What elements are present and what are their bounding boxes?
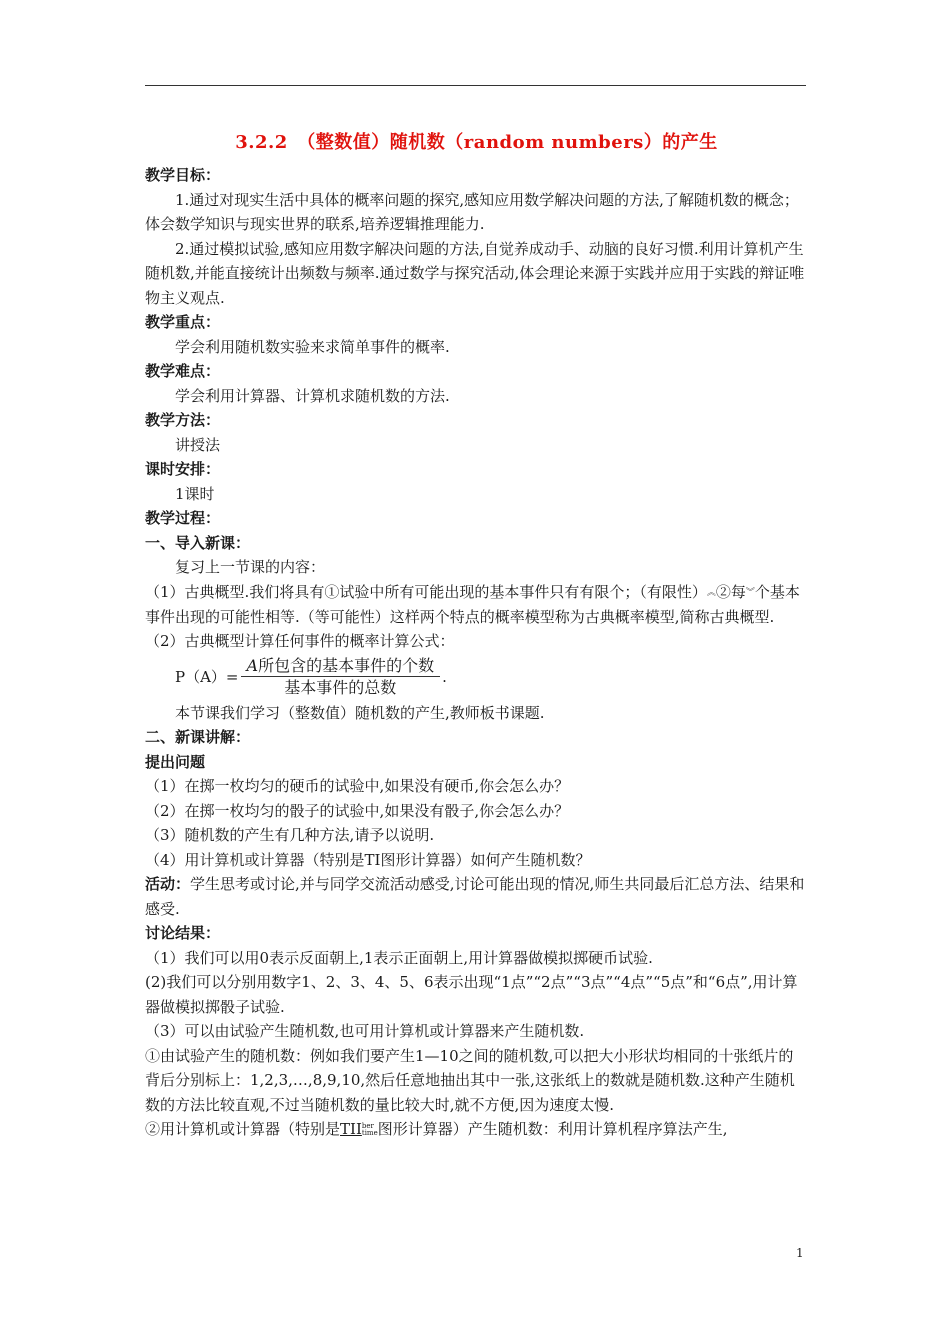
activity-text: 学生思考或讨论,并与同学交流活动感受,讨论可能出现的情况,师生共同最后汇总方法、结果和感受. <box>145 875 805 918</box>
results-heading: 讨论结果： <box>145 924 221 943</box>
question-4: （4）用计算机或计算器（特别是TI图形计算器）如何产生随机数？ <box>145 850 591 869</box>
difficulty-text: 学会利用计算器、计算机求随机数的方法. <box>175 386 450 405</box>
goals-paragraph-1: 1.通过对现实生活中具体的概率问题的探究,感知应用数学解决问题的方法,了解随机数的概念；体会数学知识与现实世界的联系,培养逻辑推理能力. <box>145 190 799 233</box>
goals-paragraph-2: 2.通过模拟试验,感知应用数字解决问题的方法,自觉养成动手、动脑的良好习惯.利用计算机产生随机数,并能直接统计出频数与频率.通过数学与探究活动,体会理论来源于实践并应用于实践的辩证唯物主义观点. <box>145 239 805 307</box>
goals-heading: 教学目标： <box>145 166 221 184</box>
result-3: （3）可以由试验产生随机数,也可用计算机或计算器来产生随机数. <box>145 1022 585 1041</box>
questions-heading: 提出问题 <box>145 752 206 771</box>
formula-fraction <box>241 656 441 698</box>
result-5-part-b: 图形计算器）产生随机数：利用计算机程序算法产生, <box>377 1120 728 1139</box>
formula-numerator-variable: A <box>246 655 259 675</box>
new-lesson-heading: 二、新课讲解： <box>145 728 251 747</box>
document-title: 3.2.2 （整数值）随机数（random numbers）的产生 <box>235 132 718 153</box>
ti-mark-sup: ber <box>361 1122 374 1131</box>
method-heading: 教学方法： <box>145 411 221 429</box>
intro-heading: 一、导入新课： <box>145 533 251 552</box>
intro-summary: 本节课我们学习（整数值）随机数的产生,教师板书课题. <box>175 703 545 722</box>
result-2: (2)我们可以分别用数字1、2、3、4、5、6表示出现“1点”“2点”“3点”“4点”“5点”和“6点”,用计算器做模拟掷骰子试验. <box>145 973 798 1016</box>
intro-item-1-part-a: （1）古典概型.我们将具有①试验中所有可能出现的基本事件只有有限个；（有限性） <box>145 582 707 601</box>
question-3: （3）随机数的产生有几种方法,请予以说明. <box>145 826 435 845</box>
result-5 <box>145 1117 808 1142</box>
schedule-text: 1课时 <box>175 484 215 503</box>
ti-mark-annotation <box>362 1123 378 1137</box>
result-4: ①由试验产生的随机数：例如我们要产生1—10之间的随机数,可以把大小形状均相同的十张纸片的背后分别标上：1,2,3,…,8,9,10,然后任意地抽出其中一张,这张纸上的数就是随机数.这种产生随机数的方法比较直观,不过当随机数的量比较大时,就不方便,因为速度太慢. <box>145 1046 795 1114</box>
document-page <box>145 128 808 1142</box>
process-heading: 教学过程： <box>145 509 221 527</box>
focus-heading: 教学重点： <box>145 313 221 331</box>
page-number: 1 <box>796 1246 804 1260</box>
intro-item-1 <box>145 580 808 630</box>
intro-item-1-part-b: ②每 <box>715 582 746 601</box>
question-2: （2）在掷一枚均匀的骰子的试验中,如果没有骰子,你会怎么办？ <box>145 801 570 820</box>
formula-denominator: 基本事件的总数 <box>284 677 397 697</box>
header-rule <box>145 85 806 86</box>
intro-item-1-part-c: 个基本事件出现的可能性相等.（等可能性）这样两个特点的概率模型称为古典概率模型,简称古典概型. <box>145 582 800 626</box>
formula-end: . <box>442 667 447 686</box>
formula-numerator-text: 所包含的基本事件的个数 <box>258 655 435 675</box>
chevron-down-icon: ︾ <box>745 587 755 598</box>
activity-paragraph <box>145 872 808 921</box>
chevron-up-icon: ︽ <box>706 587 716 598</box>
intro-review: 复习上一节课的内容： <box>175 558 326 576</box>
formula-lhs: P（A）= <box>175 668 239 687</box>
ti-mark: TII <box>340 1120 362 1139</box>
question-1: （1）在掷一枚均匀的硬币的试验中,如果没有硬币,你会怎么办？ <box>145 777 570 796</box>
activity-label: 活动： <box>145 875 191 894</box>
probability-formula <box>145 655 808 699</box>
formula-numerator <box>241 656 441 677</box>
focus-text: 学会利用随机数实验来求简单事件的概率. <box>175 337 450 356</box>
method-text: 讲授法 <box>175 435 221 454</box>
result-1: （1）我们可以用0表示反面朝上,1表示正面朝上,用计算器做模拟掷硬币试验. <box>145 948 653 967</box>
difficulty-heading: 教学难点： <box>145 362 221 380</box>
ti-mark-sub: time <box>361 1129 378 1138</box>
intro-item-2: （2）古典概型计算任何事件的概率计算公式： <box>145 632 455 651</box>
schedule-heading: 课时安排： <box>145 460 221 478</box>
result-5-part-a: ②用计算机或计算器（特别是 <box>145 1120 341 1139</box>
